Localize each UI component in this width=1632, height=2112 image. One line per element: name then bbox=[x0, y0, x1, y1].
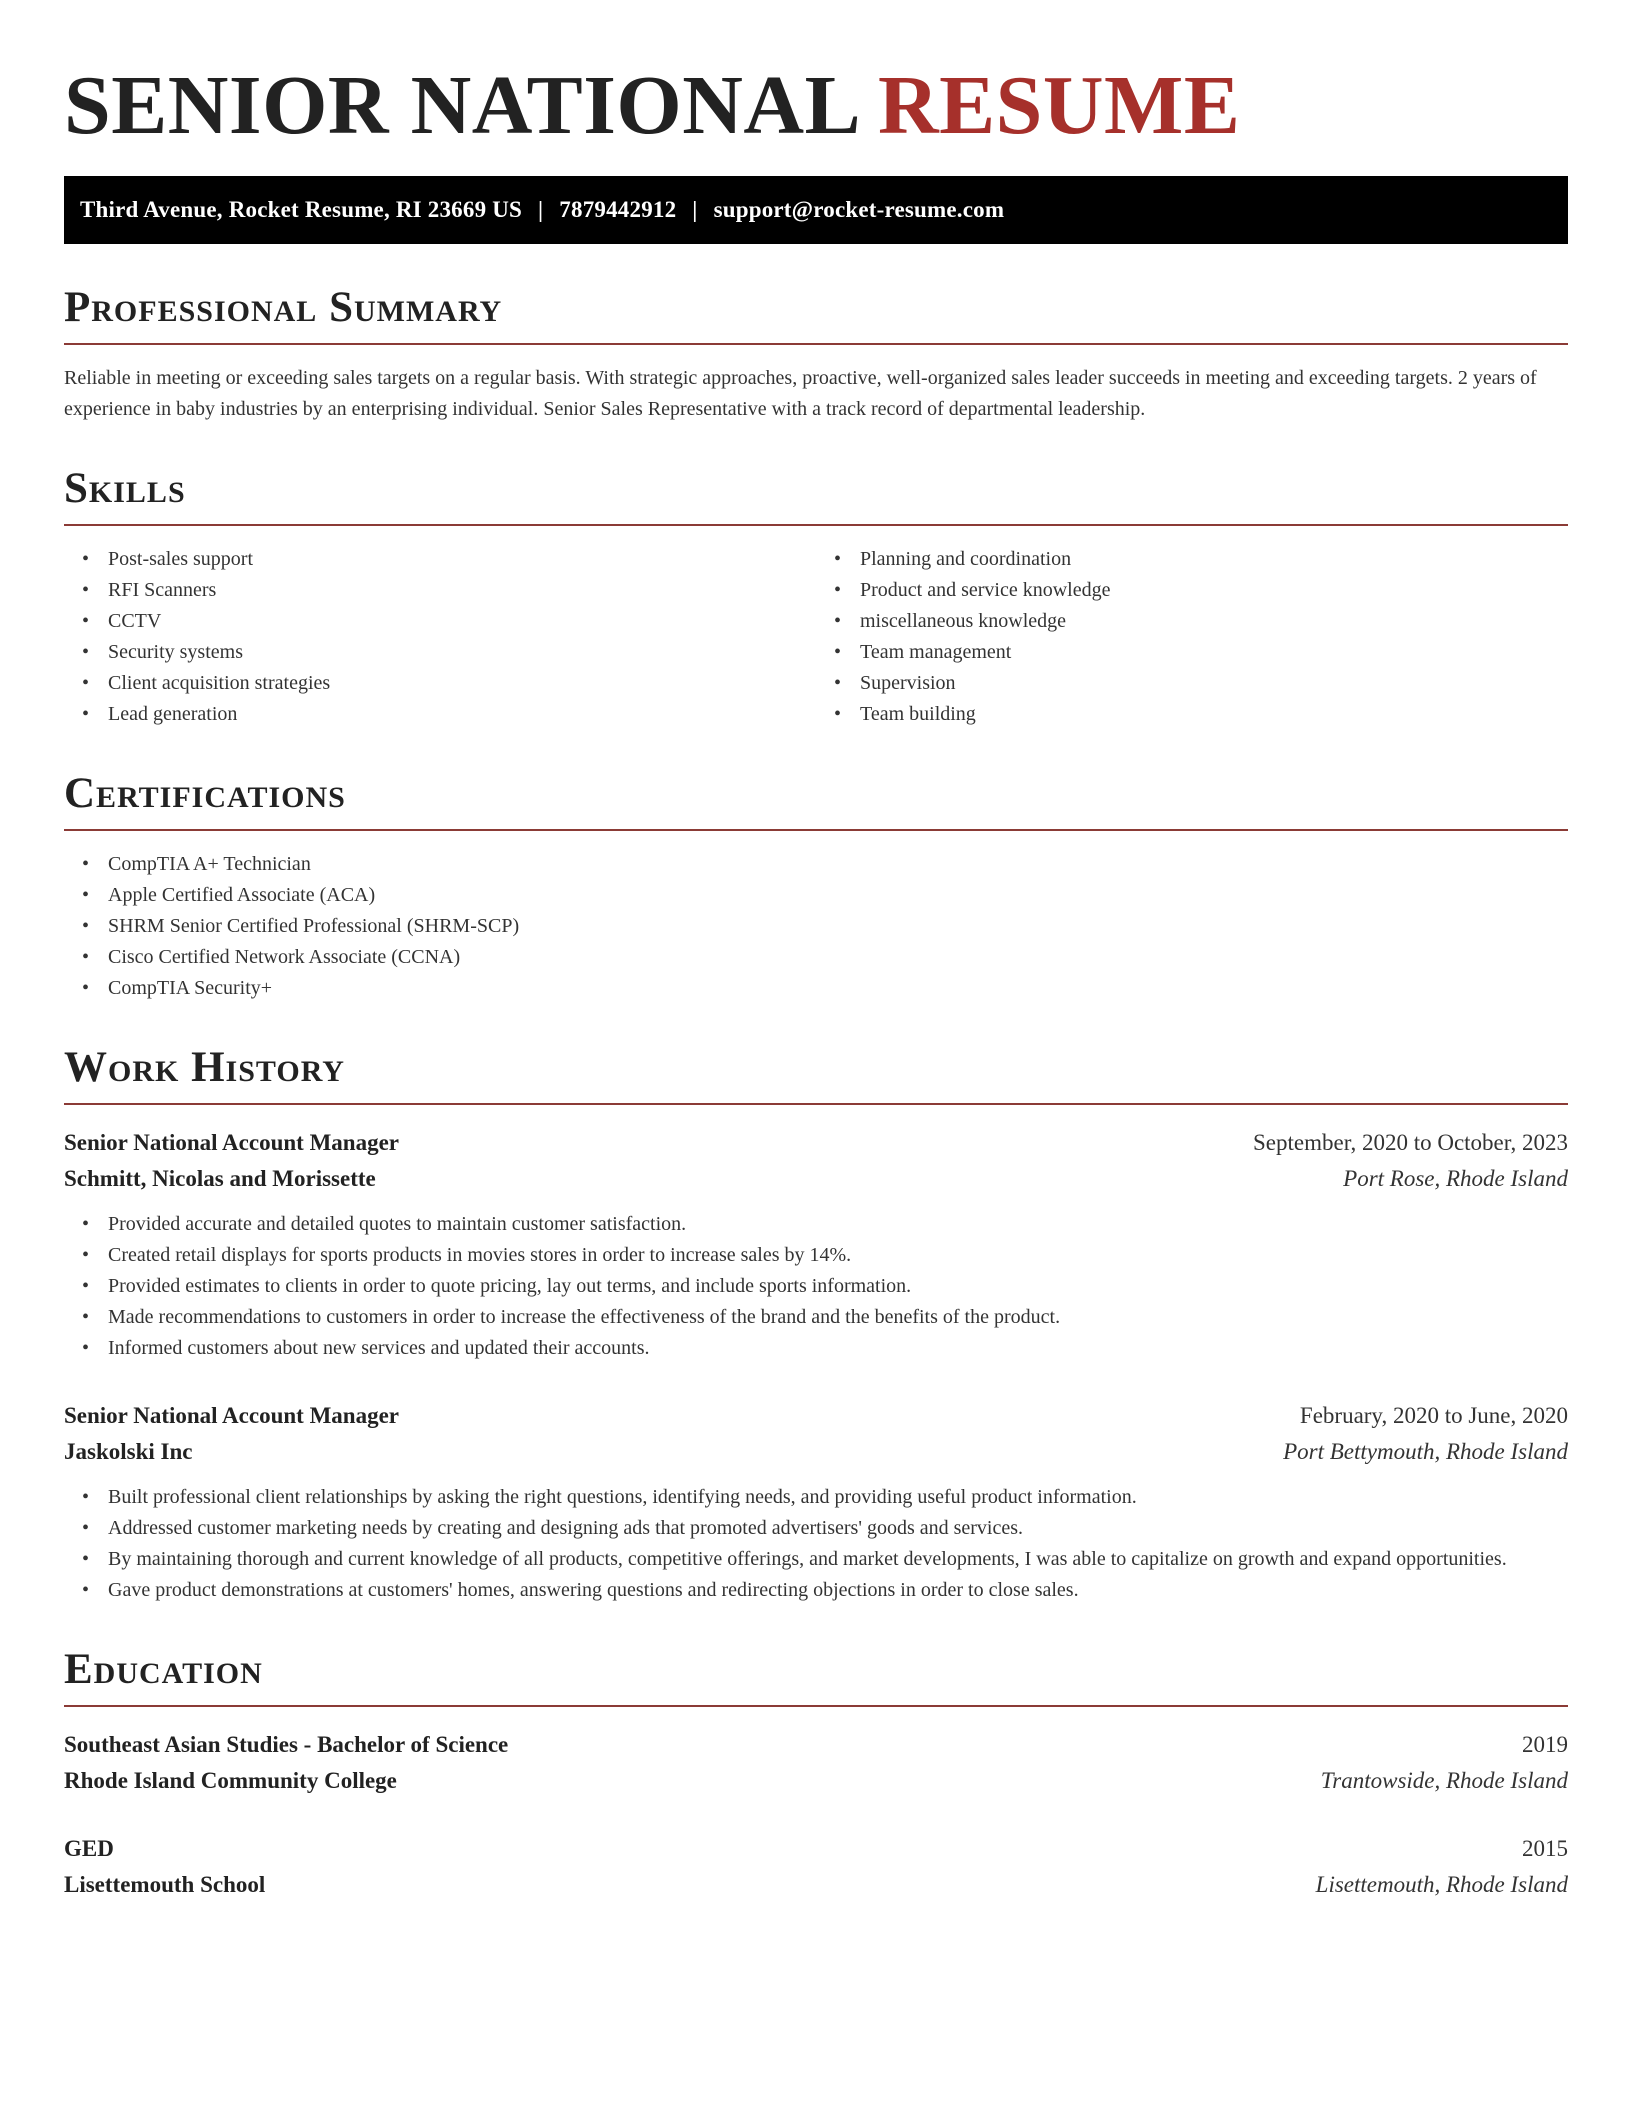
education-year: 2019 bbox=[1522, 1732, 1568, 1757]
resume-name bbox=[64, 56, 1568, 160]
job-bullets bbox=[64, 1482, 1568, 1606]
skills-list-right bbox=[816, 544, 1568, 730]
job-company-row bbox=[64, 1434, 1568, 1470]
job-company-row bbox=[64, 1161, 1568, 1197]
skill-item: • CCTV bbox=[108, 606, 816, 637]
job-entry bbox=[64, 1398, 1568, 1606]
job-bullet: • Built professional client relationships by asking the right questions, identifying needs, and providing useful product information. bbox=[108, 1482, 1568, 1513]
education-year: 2015 bbox=[1522, 1836, 1568, 1861]
job-bullet: • Gave product demonstrations at customers' homes, answering questions and redirecting objections in order to close sales. bbox=[108, 1575, 1568, 1606]
skills-list-left bbox=[64, 544, 816, 730]
education-location: Trantowside, Rhode Island bbox=[1320, 1768, 1568, 1793]
job-bullet: • Informed customers about new services and updated their accounts. bbox=[108, 1333, 1568, 1364]
education-entry bbox=[64, 1727, 1568, 1799]
certification-item: • SHRM Senior Certified Professional (SHRM-SCP) bbox=[108, 911, 1568, 942]
certification-item: • CompTIA Security+ bbox=[108, 973, 1568, 1004]
education-school: Rhode Island Community College bbox=[64, 1768, 397, 1793]
job-header-row bbox=[64, 1125, 1568, 1161]
skill-item: • Client acquisition strategies bbox=[108, 668, 816, 699]
education-school-row bbox=[64, 1867, 1568, 1903]
education-header-row bbox=[64, 1831, 1568, 1867]
education-section bbox=[64, 1648, 1568, 1903]
education-degree: GED bbox=[64, 1836, 114, 1861]
job-header-row bbox=[64, 1398, 1568, 1434]
job-bullet: • Created retail displays for sports products in movies stores in order to increase sales by 14%. bbox=[108, 1240, 1568, 1271]
skill-item: • Product and service knowledge bbox=[860, 575, 1568, 606]
job-bullets bbox=[64, 1209, 1568, 1364]
skill-item: • Security systems bbox=[108, 637, 816, 668]
contact-address: Third Avenue, Rocket Resume, RI 23669 US bbox=[80, 197, 523, 222]
job-company: Jaskolski Inc bbox=[64, 1439, 193, 1464]
name-last: RESUME bbox=[877, 59, 1241, 152]
job-bullet: • Addressed customer marketing needs by creating and designing ads that promoted advertisers' goods and services. bbox=[108, 1513, 1568, 1544]
education-header-row bbox=[64, 1727, 1568, 1763]
skill-item: • miscellaneous knowledge bbox=[860, 606, 1568, 637]
skills-section bbox=[64, 467, 1568, 730]
skill-item: • Team building bbox=[860, 699, 1568, 730]
section-title: Skills bbox=[64, 467, 1568, 526]
certifications-list bbox=[64, 849, 1568, 1004]
contact-separator: | bbox=[692, 197, 698, 222]
summary-text: Reliable in meeting or exceeding sales targets on a regular basis. With strategic approaches, proactive, well-organized sales leader succeeds in meeting and exceeding targets. 2 years of experience in baby industries by an enterprising individual. Senior Sales Representative with a track record of departmental leadership. bbox=[64, 367, 1537, 420]
job-bullet: • Made recommendations to customers in order to increase the effectiveness of the brand and the benefits of the product. bbox=[108, 1302, 1568, 1333]
education-school-row bbox=[64, 1763, 1568, 1799]
summary-section bbox=[64, 286, 1568, 425]
job-bullet: • Provided estimates to clients in order to quote pricing, lay out terms, and include sports information. bbox=[108, 1271, 1568, 1302]
job-position: Senior National Account Manager bbox=[64, 1130, 399, 1155]
job-bullet: • Provided accurate and detailed quotes to maintain customer satisfaction. bbox=[108, 1209, 1568, 1240]
job-position: Senior National Account Manager bbox=[64, 1403, 399, 1428]
skill-item: • Post-sales support bbox=[108, 544, 816, 575]
skills-grid bbox=[64, 544, 1568, 730]
certification-item: • CompTIA A+ Technician bbox=[108, 849, 1568, 880]
job-company: Schmitt, Nicolas and Morissette bbox=[64, 1166, 376, 1191]
education-degree: Southeast Asian Studies - Bachelor of Science bbox=[64, 1732, 509, 1757]
certification-item: • Apple Certified Associate (ACA) bbox=[108, 880, 1568, 911]
skill-item: • RFI Scanners bbox=[108, 575, 816, 606]
section-title: Education bbox=[64, 1648, 1568, 1707]
skill-item: • Lead generation bbox=[108, 699, 816, 730]
contact-phone: 7879442912 bbox=[559, 197, 677, 222]
education-entry bbox=[64, 1831, 1568, 1903]
contact-bar bbox=[64, 176, 1568, 244]
certification-item: • Cisco Certified Network Associate (CCNA) bbox=[108, 942, 1568, 973]
work-history-section bbox=[64, 1046, 1568, 1606]
section-title: Work History bbox=[64, 1046, 1568, 1105]
certifications-section bbox=[64, 772, 1568, 1004]
section-title: Professional Summary bbox=[64, 286, 1568, 345]
education-location: Lisettemouth, Rhode Island bbox=[1315, 1872, 1568, 1897]
job-location: Port Rose, Rhode Island bbox=[1343, 1166, 1568, 1191]
skill-item: • Supervision bbox=[860, 668, 1568, 699]
job-entry bbox=[64, 1125, 1568, 1364]
contact-separator: | bbox=[538, 197, 544, 222]
job-dates: September, 2020 to October, 2023 bbox=[1253, 1130, 1568, 1155]
job-dates: February, 2020 to June, 2020 bbox=[1299, 1403, 1568, 1428]
section-title: Certifications bbox=[64, 772, 1568, 831]
contact-email: support@rocket-resume.com bbox=[713, 197, 1005, 222]
name-first: SENIOR NATIONAL bbox=[64, 59, 857, 152]
education-school: Lisettemouth School bbox=[64, 1872, 266, 1897]
skill-item: • Team management bbox=[860, 637, 1568, 668]
skill-item: • Planning and coordination bbox=[860, 544, 1568, 575]
job-bullet: • By maintaining thorough and current knowledge of all products, competitive offerings, and market developments, I was able to capitalize on growth and expand opportunities. bbox=[108, 1544, 1568, 1575]
job-location: Port Bettymouth, Rhode Island bbox=[1283, 1439, 1568, 1464]
